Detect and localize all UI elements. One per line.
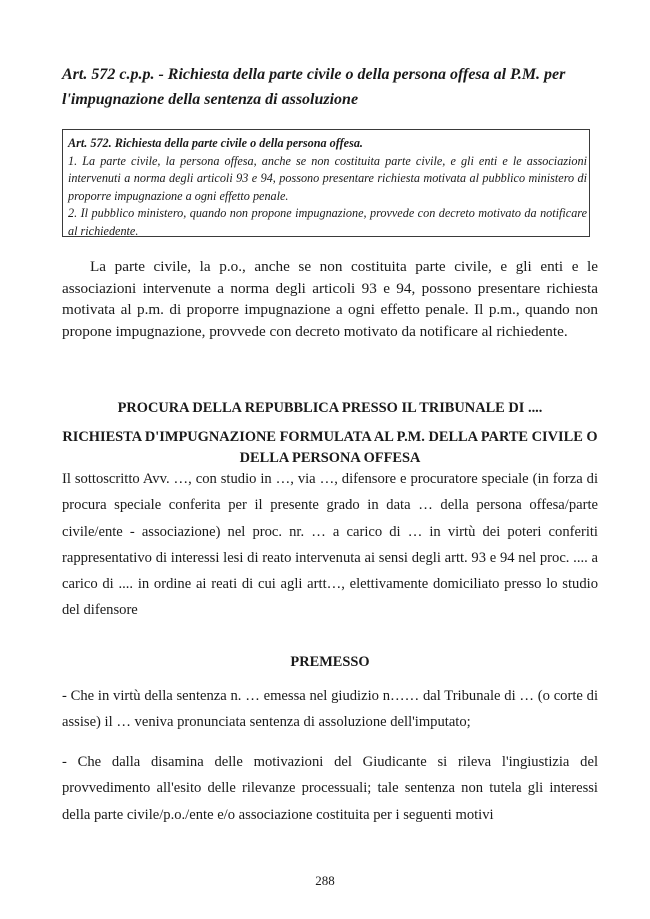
premesso-heading: PREMESSO [290,654,370,670]
premesso-item-text: - Che in virtù della sentenza n. … emessa nel giudizio n…… dal Tribunale di … (o corte di assise) il … veniva pronunciata sentenza di assoluzione dell'imputato; [62,688,598,731]
commentary-paragraph [62,256,598,342]
premesso-item-2 [62,749,598,828]
form-intro [62,466,598,624]
statute-paragraph-1: 1. La parte civile, la persona offesa, anche se non costituita parte civile, e gli enti e le associazioni intervenuti a norma degli articoli 93 e 94, possono presentare richiesta motivata al pubblico ministero di proporre impugnazione a ogni effetto penale. [68,153,587,203]
premesso-item-1 [62,683,598,736]
statute-title: Art. 572. Richiesta della parte civile o della persona offesa. [68,136,363,150]
page-number: 288 [315,873,335,888]
request-heading: RICHIESTA D'IMPUGNAZIONE FORMULATA AL P.M. DELLA PARTE CIVILE O DELLA PERSONA OFFESA [62,429,598,466]
office-heading: PROCURA DELLA REPUBBLICA PRESSO IL TRIBUNALE DI .... [117,400,543,416]
premesso-item-text: - Che dalla disamina delle motivazioni del Giudicante si rileva l'ingiustizia del provvedimento all'esito delle rilevanze processuali; tale sentenza non tutela gli interessi della parte civile/p.o./ente e/o associazione costituita per i seguenti motivi [62,754,598,823]
statute-text-box [62,129,590,237]
statute-paragraph-2: 2. Il pubblico ministero, quando non propone impugnazione, provvede con decreto motivato da notificare al richiedente. [68,206,587,238]
article-heading: Art. 572 c.p.p. - Richiesta della parte civile o della persona offesa al P.M. per l'impugnazione della sentenza di assoluzione [62,66,566,108]
form-intro-text: Il sottoscritto Avv. …, con studio in …, via …, difensore e procuratore speciale (in forza di procura speciale conferita per il presente grado in data … della persona offesa/parte civile/ente - associazione) nel proc. nr. … a carico di … in virtù dei poteri conferiti rappresentativo di interessi lesi di reato intervenuta ai sensi degli artt. 93 e 94 nel proc. .... a carico di .... in ordine ai reati di cui agli artt…, elettivamente domiciliato presso lo studio del difensore [62,471,598,619]
commentary-text: La parte civile, la p.o., anche se non costituita parte civile, e gli enti e le associazioni intervenute a norma degli articoli 93 e 94, possono presentare richiesta motivata al p.m. di proporre impugnazione a ogni effetto penale. Il p.m., quando non propone impugnazione, provvede con decreto motivato da notificare al richiedente. [62,258,598,340]
